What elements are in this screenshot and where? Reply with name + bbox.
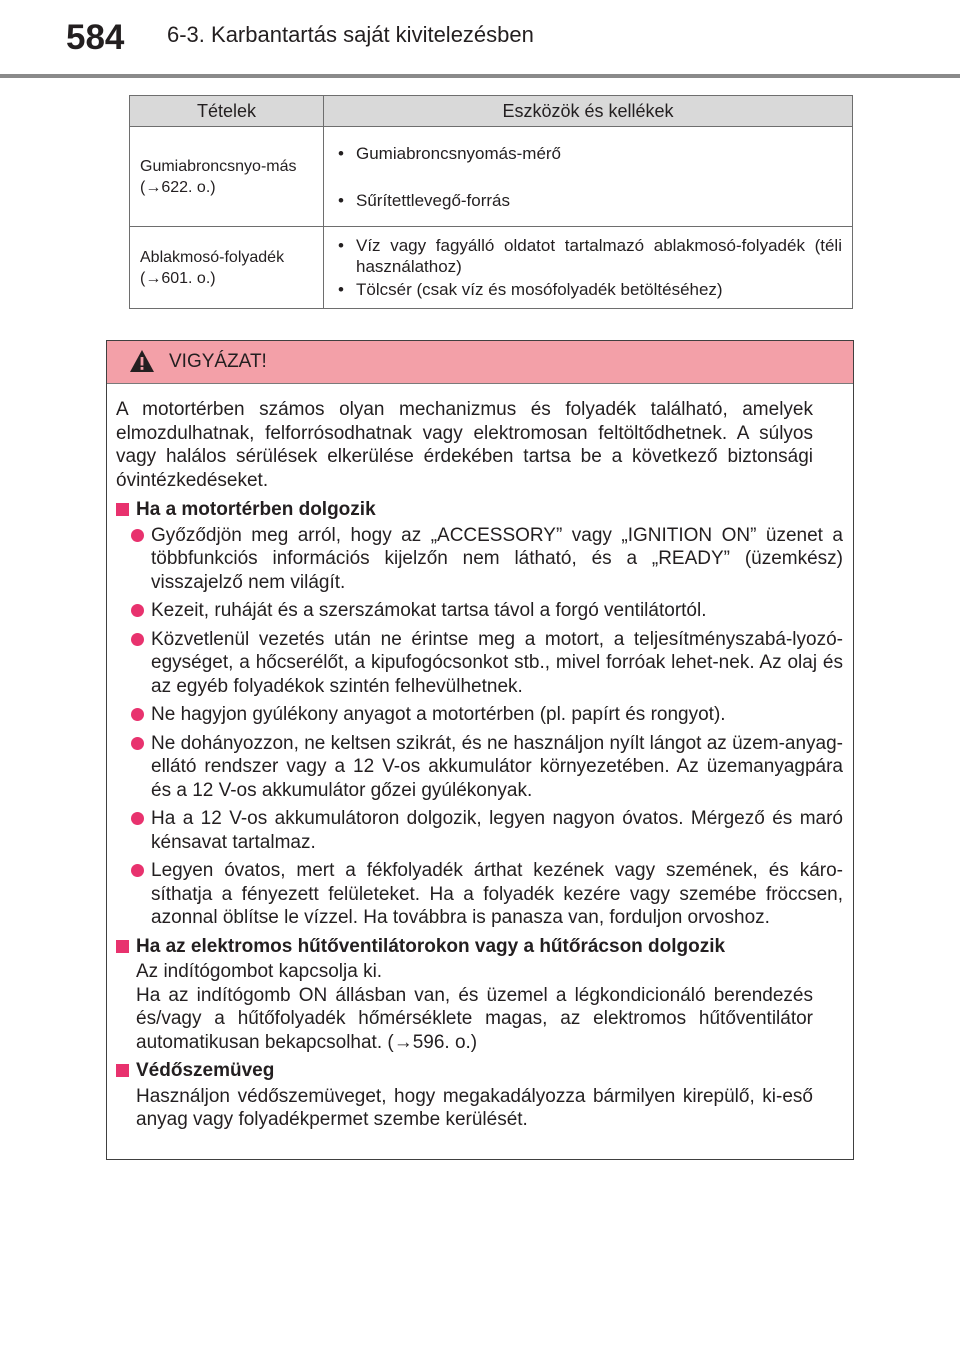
header-divider (0, 74, 960, 78)
caution-header (107, 341, 853, 384)
list-item: Legyen óvatos, mert a fékfolyadék árthat kezének vagy szemének, és káro-síthatja a fényezett felületeket. Ha a folyadék kezére vagy szemébe fröccsen, azonnal öblítse le vízzel. Ha továbbra is panasza van, forduljon orvoshoz. (116, 859, 843, 930)
section-text: Az indítógombot kapcsolja ki. Ha az indítógomb ON állásban van, és üzemel a légkondicionáló berendezés és/vagy a hűtőfolyadék hőmérséklete magas, az elektromos hűtőventilátor automatikusan bekapcsolhat. (→596. o.) (136, 961, 813, 1053)
circle-bullet-icon (131, 812, 144, 825)
warning-triangle-icon (129, 349, 155, 373)
table-cell-tools (324, 227, 853, 309)
section-heading: Ha az elektromos hűtőventilátorokon vagy a hűtőrácson dolgozik (116, 935, 843, 959)
caution-box (106, 340, 854, 1160)
caution-title: VIGYÁZAT! (169, 351, 267, 372)
section-text: Használjon védőszemüveget, hogy megakadályozza bármilyen kirepülő, ki-eső anyag vagy folyadékpermet szembe kerülését. (136, 1085, 813, 1130)
list-item: Ne hagyjon gyúlékony anyagot a motortérben (pl. papírt és rongyot). (116, 703, 843, 727)
table-header-row (130, 96, 853, 127)
circle-bullet-icon (131, 529, 144, 542)
list-item: • Tölcsér (csak víz és mosófolyadék betöltéséhez) (334, 279, 842, 300)
section-heading: Védőszemüveg (116, 1059, 843, 1083)
section-heading: Ha a motortérben dolgozik (116, 498, 843, 522)
caution-intro: A motortérben számos olyan mechanizmus és folyadék található, amelyek elmozdulhatnak, felforrósodhatnak vagy elektromosan feltöltődhetnek. A súlyos vagy halálos sérülések elkerülése érdekében tartsa be a következő biztonsági óvintézkedéseket. (116, 399, 813, 491)
tool-list (334, 143, 842, 211)
column-header-tools: Eszközök és kellékek (324, 96, 853, 127)
circle-bullet-icon (131, 708, 144, 721)
square-bullet-icon (116, 503, 129, 516)
circle-bullet-icon (131, 864, 144, 877)
list-item: Ne dohányozzon, ne keltsen szikrát, és ne használjon nyílt lángot az üzem-anyag-ellátó rendszer vagy a 12 V-os akkumulátor környezetében. Az üzemanyagpára és a 12 V-os akkumulátor gőzei gyúlékonyak. (116, 732, 843, 803)
list-item: • Gumiabroncsnyomás-mérő (334, 143, 842, 164)
list-item: Kezeit, ruháját és a szerszámokat tartsa távol a forgó ventilátortól. (116, 599, 843, 623)
column-header-items: Tételek (130, 96, 324, 127)
circle-bullet-icon (131, 737, 144, 750)
table-cell-item: Gumiabroncsnyo-más (→622. o.) (130, 127, 324, 227)
table-row (130, 127, 853, 227)
table-cell-item: Ablakmosó-folyadék (→601. o.) (130, 227, 324, 309)
caution-body (107, 384, 853, 1132)
circle-bullet-icon (131, 604, 144, 617)
list-item: Közvetlenül vezetés után ne érintse meg a motort, a teljesítményszabá-lyozó-egységet, a hőcserélőt, a kipufogócsonkot stb., mivel forróak lehet-nek. Az olaj és az egyéb folyadékok szintén felhevülhetnek. (116, 628, 843, 699)
page-number: 584 (66, 18, 125, 57)
tools-table (129, 95, 853, 309)
list-item: • Sűrítettlevegő-forrás (334, 190, 842, 211)
circle-bullet-icon (131, 633, 144, 646)
square-bullet-icon (116, 940, 129, 953)
list-item: Ha a 12 V-os akkumulátoron dolgozik, legyen nagyon óvatos. Mérgező és maró kénsavat tartalmaz. (116, 807, 843, 854)
list-item: • Víz vagy fagyálló oldatot tartalmazó ablakmosó-folyadék (téli használathoz) (334, 235, 842, 277)
table-cell-tools (324, 127, 853, 227)
section-title: 6-3. Karbantartás saját kivitelezésben (167, 22, 534, 47)
page-header (0, 0, 960, 80)
square-bullet-icon (116, 1064, 129, 1077)
tool-list (334, 235, 842, 300)
list-item: Győződjön meg arról, hogy az „ACCESSORY” vagy „IGNITION ON” üzenet a többfunkciós információs kijelzőn nem látható, és a „READY” (üzemkész) visszajelző nem világít. (116, 524, 843, 595)
table-row (130, 227, 853, 309)
